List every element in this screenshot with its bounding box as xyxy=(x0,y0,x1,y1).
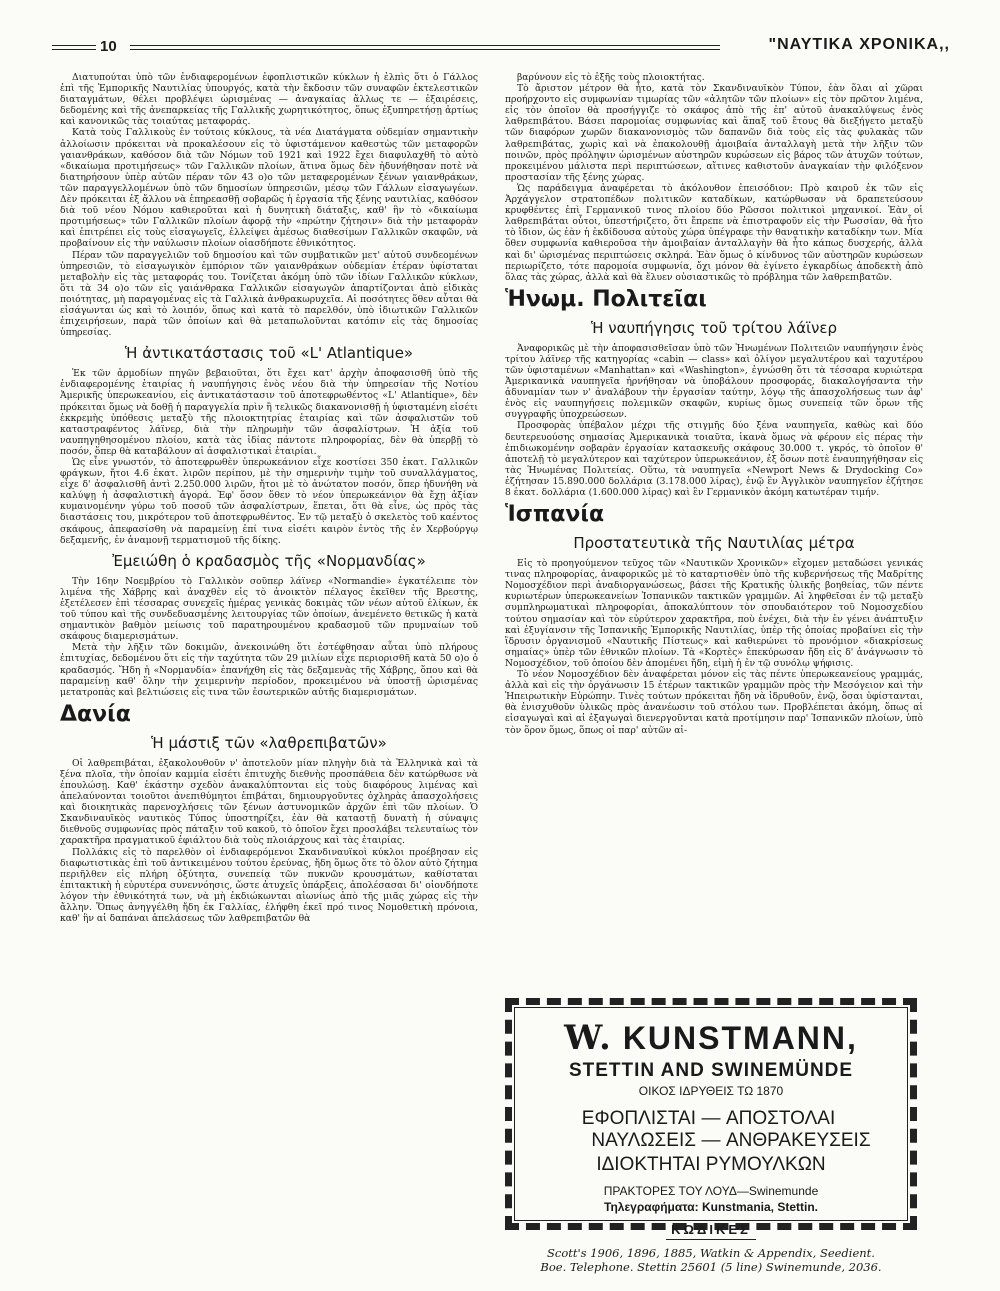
ad-telegraph: Τηλεγραφήματα: Kunstmania, Stettin. xyxy=(604,1200,818,1214)
ad-service-separator: — xyxy=(701,1108,721,1129)
article-paragraph: Ὡς παράδειγμα ἀναφέρεται τὸ ἀκόλουθον ἐπεισόδιον: Πρὸ καιροῦ ἐκ τῶν εἰς Ἀρχάγγελον στρατοπέδων πολιτικῶν καταδίκων, κατώρθωσαν νὰ δραπετεύσουν κρυφθέντες ἐπὶ Γερμανικοῦ τινος πλοίου δύο Ρῶσσοι πολιτικοὶ μηχανικοί. Ἐὰν οἱ λαθρεπιβάται οὗτοι, ὑπεστήριζετο, ὅτι ἔπρεπε νὰ ἐπιστραφοῦν εἰς τὴν Ρωσσίαν, θὰ ἦτο τὸ ἴδιον, ὡς ἐὰν ἡ ἐκδίδουσα αὐτοὺς χώρα ὑπέγραφε τὴν θανατικὴν καταδίκην των. Μία ὅθεν συμφωνία καθιεροῦσα τὴν ἀμοιβαίαν ἀνταλλαγὴν θὰ ἦτο κάπως δυσχερής, ἀλλὰ καὶ δι' ὡρισμένας περιπτώσεις σκληρά. Ἐὰν ὅμως ὁ κίνδυνος τῶν αὐστηρῶν κυρώσεων περιωρίζετο, τότε παρομοία συμφωνία, ὄχι μόνον θὰ ἐγίνετο ἐγκαρδίως ἀποδεκτὴ ἀπὸ ὅλας τὰς χώρας, ἀλλὰ καὶ θὰ ἔλυεν οὐσιαστικῶς τὸ πρόβλημα τῶν λαθρεπιβατῶν. xyxy=(505,182,923,283)
article-paragraph: Ἀναφορικῶς μὲ τὴν ἀποφασισθεῖσαν ὑπὸ τῶν Ἡνωμένων Πολιτειῶν ναυπήγησιν ἑνὸς τρίτου λάϊνερ τῆς κατηγορίας «cabin — class» καὶ ὀλίγον μεγαλυτέρου καὶ ταχυτέρου τῶν ὑφισταμένων «Manhattan» καὶ «Washington», ἐγνώσθη ὅτι τὰ τέσσαρα κυριώτερα Ἀμερικανικὰ ναυπηγεῖα ἠρνήθησαν νὰ ὑποβάλουν προσφοράς, διακαλογήσαντα τὴν ἀδυναμίαν των ν' ἀναλάβουν τὴν ἐργασίαν ταύτην, λόγῳ τῆς ἀπασχολήσεως των ἀφ' ἑνὸς εἰς ναυπηγήσεις πολεμικῶν σκαφῶν, κυρίως ὅμως συνεπείᾳ τῶν ὅρων τῆς συγγραφῆς ὑποχρεώσεων. xyxy=(505,342,923,421)
country-heading-spain: Ἱσπανία xyxy=(505,502,605,528)
article-paragraph: Τὴν 16ην Νοεμβρίου τὸ Γαλλικὸν σοῦπερ λάϊνερ «Normandie» ἐγκατέλειπε τὸν λιμένα τῆς Χάβρης καὶ ἀναχθὲν εἰς τὸ ἀνοικτὸν πέλαγος ἐκεῖθεν τῆς Βρεστης, ἐξετέλεσεν ἐπὶ τέσσαρας συνεχεῖς ἡμέρας γενικὰς δοκιμὰς τῶν νέων αὐτοῦ ἑλίκων, ἐκ τοῦ τύπου καὶ τῆς συνδεδυασμένης λειτουργίας τῶν ὁποίων, ἀνεμένετο θετικῶς ἡ κατὰ σημαντικὸν βαθμὸν μείωσις τοῦ παρατηρουμένου κραδασμοῦ τῶν πρυμναίων τοῦ σκάφους διαμερισμάτων. xyxy=(60,575,478,643)
ad-service: ΑΝΘΡΑΚΕΥΣΕΙΣ xyxy=(726,1130,871,1151)
section-heading-third-liner: Ἡ ναυπήγησις τοῦ τρίτου λάϊνερ xyxy=(590,318,838,337)
article-paragraph: Διατυπούται ὑπὸ τῶν ἐνδιαφερομένων ἐφοπλιστικῶν κύκλων ἡ ἐλπὶς ὅτι ὁ Γάλλος ἐπὶ τῆς Ἐμπορικῆς Ναυτιλίας ὑπουργός, κατὰ τὴν ἔκδοσιν τῶν συναφῶν ἐκτελεστικῶν διαταγμάτων, θέλει προβλέψει ὡρισμένας — ἀναγκαίας ἄλλως τε — ἐξαιρέσεις, δεδομένης καὶ τῆς ἀνεπαρκείας τῆς Γαλλικῆς χωρητικότητος, ὅπως ἐξυπηρετήσῃ ἀρτίως καὶ κανονικῶς τὰς τοιαύτας μεταφοράς. xyxy=(60,72,478,128)
ad-codes-title: ΚΩΔΙΚΕΣ xyxy=(671,1222,751,1237)
article-paragraph: Κατὰ τοὺς Γαλλικοὺς ἐν τούτοις κύκλους, τὰ νέα Διατάγματα οὐδεμίαν σημαντικὴν ἀλλοίωσιν πρόκειται νὰ προκαλέσουν εἰς τὸ ὑφιστάμενον καθεστὼς τῶν μεταφορῶν γαιανθράκων, καθόσον διὰ τῶν Νόμων τοῦ 1921 καὶ 1922 ἔχει διαφυλαχθῆ τὸ αὐτὸ «δικαίωμα προτιμήσεως» τῶν Γαλλικῶν πλοίων, ἅτινα ὅμως δὲν ἠδυνήθησαν ποτὲ νὰ διατηρήσουν ὑπὲρ αὐτῶν πέραν τῶν 43 ο)ο τῶν μεταφερομένων ξένων γαιανθράκων, τῶν παραγγελλομένων ὑπὸ τῶν δημοσίων ὑπηρεσιῶν, μέσῳ τῶν Γάλλων εἰσαγωγέων. Δὲν πρόκειται ἐξ ἄλλου νὰ ἐπηρεασθῇ σοβαρῶς ἡ ἐργασία τῆς ξένης ναυτιλίας, καθόσον διὰ τοῦ νέου Νόμου καθιεροῦται καὶ ἡ δυνητικὴ διάταξις, καθ' ἣν τὸ «δικαίωμα προτιμήσεως» τῶν Γαλλικῶν πλοίων ἀφορᾷ τὴν «πρώτην ζήτησιν» διὰ τὴν μεταφορὰν καὶ ἐπιτρέπει εἰς τοὺς εἰσαγωγεῖς, ἐλλείψει ἀμέσως διαθεσίμων Γαλλικῶν σκαφῶν, νὰ προβαίνουν εἰς τὴν ναύλωσιν πλοίων οἱασδήποτε ἐθνικότητος. xyxy=(60,127,478,250)
ad-inner-frame xyxy=(514,1007,908,1274)
article-paragraph: Μετὰ τὴν λῆξιν τῶν δοκιμῶν, ἀνεκοινώθη ὅτι ἐστέφθησαν αὗται ὑπὸ πλήρους ἐπιτυχίας, δεδομένου ὅτι εἰς τὴν ταχύτητα τῶν 29 μιλίων εἶχε περιορισθῆ κατὰ 50 ο)ο ὁ κραδασμός. Ἤδη ἡ «Νορμανδία» ἐπανήχθη εἰς τὰς δεξαμενὰς τῆς Χάβρης, ὅπου καὶ θὰ παραμείνῃ καθ' ὅλην τὴν χειμερινὴν περίοδον, προκειμένου νὰ ὑποστῇ ὡρισμένας μετατροπὰς καὶ βελτιώσεις εἰς τινα τῶν ἐσωτερικῶν αὐτῆς διαμερισμάτων. xyxy=(60,642,478,698)
publication-title: "ΝΑΥΤΙΚΑ ΧΡΟΝΙΚΑ,, xyxy=(768,36,950,53)
ad-services xyxy=(539,1108,883,1152)
article-paragraph: Προσφορὰς ὑπέβαλον μέχρι τῆς στιγμῆς δύο ξένα ναυπηγεῖα, καθὼς καὶ δύο δευτερευούσης σημασίας Ἀμερικανικὰ τοιαῦτα, ἱκανὰ ὅμως νὰ φέρουν εἰς πέρας τὴν ἐπιδιωκομένην σοβαρὰν ἐργασίαν κατασκευῆς σκάφους 30.000 τ. γκρός, τὸ ὁποῖον θ' ἀποτελῇ τὸ μεγαλύτερον καὶ ταχύτερον ὑπερωκεάνιον, ἐξ ὅσων ποτὲ ἐναυπηγήθησαν εἰς τὰς Ἡνωμένας Πολιτείας. Οὕτω, τὰ ναυπηγεῖα «Newport News & Drydocking Co» ἐζήτησαν 15.890.000 δολλάρια (3.178.000 λίρας), ἐνῷ ἓν Ἀγγλικὸν ναυπηγεῖον ἐζήτησε 8 ἑκατ. δολλάρια (1.600.000 λίρας) καὶ ἓν Γερμανικὸν ἀκόμη κατωτέραν τιμήν. xyxy=(505,420,923,498)
ad-founded: ΟΙΚΟΣ ΙΔΡΥΘΕΙΣ ΤΩ 1870 xyxy=(638,1084,784,1098)
ad-service: ΑΠΟΣΤΟΛΑΙ xyxy=(726,1108,836,1129)
country-heading-denmark: Δανία xyxy=(60,701,131,727)
article-paragraph: Εἰς τὸ προηγούμενον τεῦχος τῶν «Ναυτικῶν Χρονικῶν» εἴχομεν μεταδώσει γενικάς τινας πληροφορίας, ἀναφορικῶς μὲ τὸ καταρτισθὲν ὑπὸ τῆς κυβερνήσεως τῆς Μαδρίτης Νομοσχέδιον περὶ ἀναδιοργανώσεως, βάσει τῆς Κρατικῆς ὑλικῆς βοηθείας, τῶν πέντε κυριωτέρων ὑπερωκεανείων Ἱσπανικῶν τακτικῶν γραμμῶν. Αἱ ληφθεῖσαι ἐν τῷ μεταξὺ συμπληρωματικαὶ πληροφορίαι, ἀποκαλύπτουν τὸν σπουδαιότερον τοῦ Νομοσχεδίου τούτου σημασίαν καὶ τὸν εὐρύτερον χαρακτῆρα, ποὺ ἐνέχει, διὰ τὴν ἐν γένει ἀνάπτυξιν καὶ ἐξυγίανσιν τῆς Ἱσπανικῆς Ἐμπορικῆς Ναυτιλίας, ὑπὲρ τῆς ὁποίας προβαίνει εἰς τὴν ἵδρυσιν ὀργανισμοῦ «Ναυτικῆς Πίστεως» καὶ καθιερώνει τὸ προνόμιον «διακρίσεως σημαίας» ὑπὲρ τῶν ἐθνικῶν πλοίων. Τὰ «Κορτὲς» ἐπεκύρωσαν ἤδη εἰς δ' ἀνάγνωσιν τὸ Νομοσχέδιον, τοῦ ὁποίου δὲν ἀπομένει ἤδη, εἰμὴ ἡ ἐν τῷ συνόλῳ ψήφισις. xyxy=(505,558,923,669)
ad-codes-underline xyxy=(666,1239,756,1240)
article-paragraph: βαρύνουν εἰς τὸ ἑξῆς τοὺς πλοιοκτήτας. xyxy=(517,72,705,83)
right-column xyxy=(505,72,923,992)
section-heading-normandie: Ἐμειώθη ὁ κραδασμὸς τῆς «Νορμανδίας» xyxy=(112,551,426,570)
country-heading-usa: Ἡνωμ. Πολιτεῖαι xyxy=(505,286,707,312)
article-paragraph: Πέραν τῶν παραγγελιῶν τοῦ δημοσίου καὶ τῶν συμβατικῶν μετ' αὐτοῦ συνδεομένων ὑπηρεσιῶν, τὸ εἰσαγωγικὸν ἐμπόριον τῶν γαιανθράκων οὐδεμίαν ἑτέραν ὑφίσταται μεταβολὴν εἰς τὰς μεταφοράς του. Τονίζεται ἀκόμη ὑπὸ τῶν ἰδίων Γαλλικῶν κύκλων, ὅτι τὰ 34 ο)ο τῶν εἰς γαιάνθρακα Γαλλικῶν εἰσαγωγῶν ἀπαρτίζονται ἀπὸ εἰδικὰς ποιότητας, μὴ παραγομένας εἰς τὰ Γαλλικὰ ἀνθρακωρυχεῖα. Αἱ ποσότητες ὅθεν αὗται θὰ εἰσάγωνται ὡς καὶ τὸ λοιπόν, ὅπως καὶ κατὰ τὸ παρελθόν, ὑπὸ ἰδιωτικῶν Γαλλικῶν ἐπιχειρήσεων, παρὰ τῶν ὁποίων καὶ θὰ μεταπωλοῦνται κατόπιν εἰς τὰς δημοσίας ὑπηρεσίας. xyxy=(60,249,478,339)
ad-cities: STETTIN AND SWINEMÜNDE xyxy=(568,1060,854,1081)
kunstmann-logo: W. xyxy=(564,1018,613,1058)
ad-service: ΝΑΥΛΩΣΕΙΣ xyxy=(591,1130,696,1151)
ad-codes-line-2: Boe. Telephone. Stettin 25601 (5 line) Swinemunde, 2036. xyxy=(540,1260,882,1274)
article-paragraph: Ὡς εἶνε γνωστόν, τὸ ἀποτεφρωθὲν ὑπερωκεάνιον εἶχε κοστίσει 350 ἑκατ. Γαλλικῶν φράγκων, ἤτοι 4.6 ἑκατ. λιρῶν περίπου, μὲ τὴν σημερινὴν τιμὴν τοῦ συναλλάγματος, εἶχε δ' ἀσφαλισθῆ ἀντὶ 2.250.000 λιρῶν, ἤτοι μὲ τὸ ἀνώτατον ποσόν, ὅπερ ἠδυνήθη νὰ καλύψῃ ἡ ἀσφαλιστικὴ ἀγορά. Ἐφ' ὅσον ὅθεν τὸ νέον ὑπερωκεάνιον θὰ ἔχῃ ἀξίαν κυμαινομένην γύρω τοῦ ποσοῦ τῶν ἀσφαλίστρων, ἕπεται, ὅτι θὰ εἶνε, ὡς πρὸς τὰς διαστάσεις του, μικρότερον τοῦ ἀποτεφρωθέντος. Ἐν τῷ μεταξὺ ὁ σκελετὸς τοῦ καέντος σκάφους, ἀπεφασίσθη νὰ παραμείνῃ ἐπί τινα εἰσέτι καιρὸν ἐντὸς τῆς ἐν Χερβούργῳ δεξαμενῆς, ἐν ἀναμονῇ τερματισμοῦ τῆς δίκης. xyxy=(60,457,478,546)
section-heading-stowaways: Ἡ μάστιξ τῶν «λαθρεπιβατῶν» xyxy=(151,733,387,752)
page-number: 10 xyxy=(100,38,117,55)
page-header xyxy=(52,38,950,58)
section-heading-shipping-measures: Προστατευτικὰ τῆς Ναυτιλίας μέτρα xyxy=(573,534,855,553)
article-paragraph: Ἐκ τῶν ἁρμοδίων πηγῶν βεβαιοῦται, ὅτι ἔχει κατ' ἀρχὴν ἀποφασισθῆ ὑπὸ τῆς ἐνδιαφερομένης ἑταιρίας ἡ ναυπήγησις ἑνὸς νέου διὰ τὴν ὑπηρεσίαν τῆς Νοτίου Ἀμερικῆς ὑπερωκεανίου, εἰς ἀντικατάστασιν τοῦ ἀποτεφρωθέντος «L' Atlantique», δὲν πρόκειται ὅμως νὰ δοθῇ ἡ παραγγελία πρὶν ἢ τελικῶς διακανονισθῇ ἡ ὑφισταμένη εἰσέτι ἐκκρεμὴς ὑπόθεσις μεταξὺ τῆς πλοιοκτητρίας ἑταιρίας καὶ τῶν ἀσφαλιστῶν τοῦ καταστραφέντος λάϊνερ, διὰ τὴν πληρωμὴν τῶν ἀσφαλίστρων. Ἡ ἀξία τοῦ ναυπηγηθησομένου πλοίου, κατὰ τὰς ἰδίας πάντοτε πληροφορίας, δὲν θὰ ὑπερβῇ τὸ ποσόν, ὅπερ θὰ καταβάλουν αἱ ἀσφαλιστικαὶ ἑταιρίαι. xyxy=(60,368,478,457)
kunstmann-advertisement xyxy=(505,998,917,1274)
section-heading-atlantique: Ἡ ἀντικατάστασις τοῦ «L' Atlantique» xyxy=(124,344,414,363)
ad-company-line xyxy=(515,1018,907,1058)
ad-agent: ΠΡΑΚΤΟΡΕΣ ΤΟΥ ΛΟΥΔ—Swinemunde xyxy=(603,1184,819,1198)
article-paragraph: Πολλάκις εἰς τὸ παρελθὸν οἱ ἐνδιαφερόμενοι Σκανδιναυϊκοὶ κύκλοι προέβησαν εἰς διαφωτιστικὰς ἐπὶ τοῦ ἀντικειμένου τούτου ἐρεύνας, ἤδη ὅμως ὅτε τὸ ὅλον αὐτὸ ζήτημα περιῆλθεν εἰς πλήρη ὀξύτητα, συνεπείᾳ τῶν πυκνῶν κρουσμάτων, καθίσταται ἐπιτακτικὴ ἡ εὐρυτέρα συνεννόησις, ὥστε ἀτυχεῖς ὑπάρξεις, ἀπολέσασαι δι' οἱονδήποτε λόγον τὴν ἐθνικότητά των, νὰ μὴ ἐκδιώκωνται αἰωνίως ἀπὸ τῆς μιᾶς χώρας εἰς τὴν ἄλλην. Ὅπως ἀνηγγέλθη ἤδη ἐκ Γαλλίας, ἐλήφθη ἐκεῖ πρό τινος Νομοθετικὴ πρόνοια, καθ' ἣν αἱ δαπάναι ἀπελάσεως τῶν λαθρεπιβατῶν θὰ xyxy=(60,846,478,925)
ad-service: ΕΦΟΠΛΙΣΤΑΙ xyxy=(581,1108,696,1129)
article-paragraph: Τὸ νέον Νομοσχέδιον δὲν ἀναφέρεται μόνον εἰς τὰς πέντε ὑπερωκεανείους γραμμάς, ἀλλὰ καὶ εἰς τὴν ὀργάνωσιν 15 ἑτέρων τακτικῶν γραμμῶν πρὸς τὴν Μεσόγειον καὶ τὴν Ἠπειρωτικὴν Εὐρώπην. Τινὲς τούτων πρόκειται ἤδη νὰ ἱδρυθοῦν, ἐνῷ, ὅσαι ὑφίστανται, θὰ ἐνισχυθοῦν ὑλικῶς πρὸς ἀνανέωσιν τοῦ στόλου των. Προβλέπεται ἀκόμη, ὅπως αἱ εἰσαγωγαὶ καὶ αἱ ἐξαγωγαὶ διενεργοῦνται κατὰ προτίμησιν παρ' Ἱσπανικῶν πλοίων, ὑπὸ τὸν ὅρον ὅμως, ὅπως οἱ παρ' αὐτῶν αἰ- xyxy=(505,669,923,736)
article-paragraph: Οἱ λαθρεπιβάται, ἐξακολουθοῦν ν' ἀποτελοῦν μίαν πληγὴν διὰ τὰ Ἑλληνικὰ καὶ τὰ ξένα πλοῖα, τὴν ὁποίαν καμμία εἰσέτι ἐπιτυχὴς διεθνὴς προσπάθεια δὲν κατώρθωσε νὰ ἐπουλώσῃ. Καθ' ἑκάστην σχεδὸν ἀνακαλύπτονται εἰς τοὺς διαφόρους λιμένας καὶ ἀπελαύνονται τοιοῦτοι ἀνεπιθύμητοι ἐπιβάται, δημιουργοῦντες ὀχληρὰς ἀπασχολήσεις καὶ διοικητικὰς παρενοχλήσεις τῶν ξένων ἀστυνομικῶν ἀρχῶν ἐπὶ τῶν πλοίων. Ὁ Σκανδιναυϊκὸς ναυτικὸς Τύπος ὑποστηρίζει, ἐὰν θὰ καταστῇ δυνατὴ ἡ σύναψις διεθνοῦς συμφωνίας πρὸς πάταξιν τοῦ κακοῦ, τὸ ὁποῖον ἔχει προσλάβει τελευταίως τὸν χαρακτῆρα πραγματικοῦ ἐφιάλτου διὰ τοὺς πλοιάρχους καὶ τὰς ἑταιρίας. xyxy=(60,757,478,847)
header-rule-middle xyxy=(130,45,720,50)
ad-owners: ΙΔΙΟΚΤΗΤΑΙ ΡΥΜΟΥΛΚΩΝ xyxy=(596,1154,826,1175)
ad-codes-line-1: Scott's 1906, 1896, 1885, Watkin & Appendix, Seedient. xyxy=(547,1246,875,1260)
header-rule-left xyxy=(52,45,96,50)
ad-company-name: KUNSTMANN, xyxy=(622,1019,858,1056)
ad-service-separator: — xyxy=(701,1130,721,1151)
article-paragraph: Τὸ ἄριστον μέτρον θὰ ἦτο, κατὰ τὸν Σκανδιναυϊκὸν Τύπον, ἐὰν ὅλαι αἱ χῶραι προήρχοντο εἰς συμφωνίαν τιμωρίας τῶν «ἀλητῶν τῶν πλοίων» εἰς τὸν πρῶτον λιμένα, εἰς τὸν ὁποῖον θὰ προσήγγιζε τὸ σκάφος ἀπὸ τῆς ἐπ' αὐτοῦ ἀνακαλύψεως ἑνὸς λαθρεπιβάτου. Βάσει παρομοίας συμφωνίας καὶ ἅπαξ τοῦ ἔτους θὰ διεξήγετο μεταξὺ τῶν διαφόρων χωρῶν διακανονισμὸς τῶν δαπανῶν διὰ τοὺς εἰς τὰς φυλακὰς τῶν λαθρεπιβάτας, χωρὶς καὶ νὰ ἐπακολουθῇ ἀμοιβαία ἀνταλλαγὴ μετὰ τὴν λῆξιν τῶν ποινῶν, πρὸς πρόληψιν ὡρισμένων αὐστηρῶν κυρώσεων εἰς βάρος τῶν ἀτυχῶν τούτων, προκειμένου μάλιστα περὶ περιπτώσεων, αἵτινες καθιστοῦν ἀναγκαίαν τὴν φιλόξενον προστασίαν τῆς ξένης χώρας. xyxy=(505,83,923,183)
left-column xyxy=(60,72,478,1272)
